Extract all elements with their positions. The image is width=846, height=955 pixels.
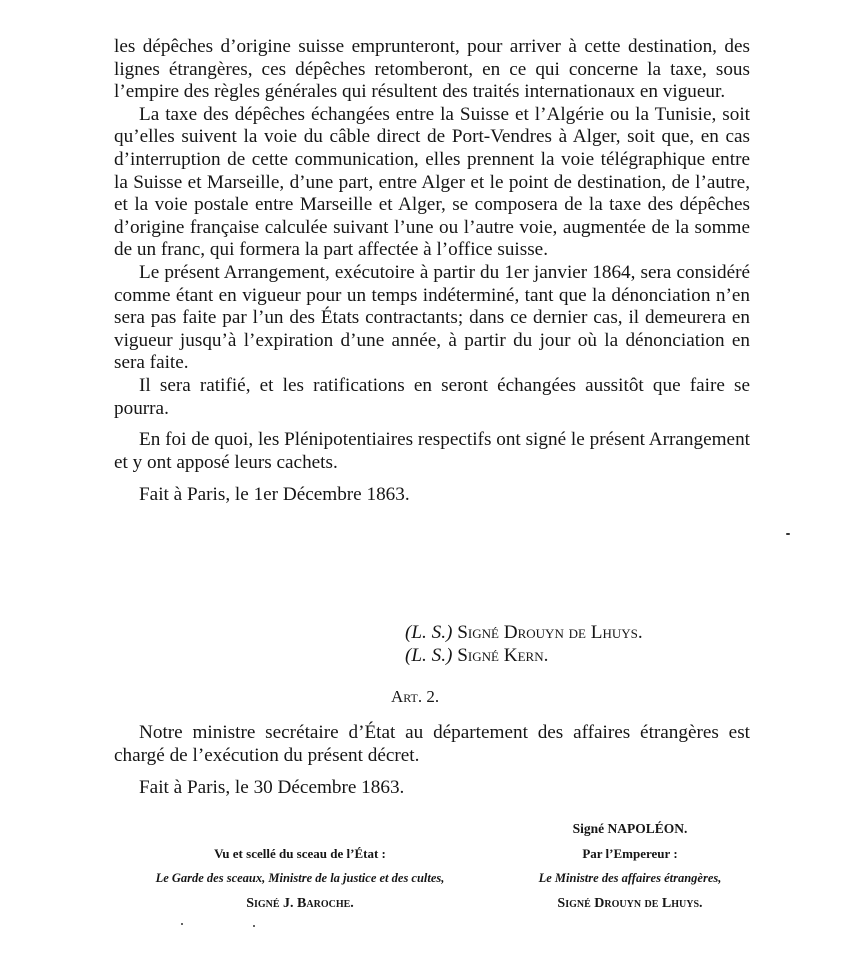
left-line-1: Vu et scellé du sceau de l’État : (214, 846, 386, 861)
right-line-2: Le Ministre des affaires étrangères, (538, 871, 722, 885)
paragraph-ratification: Il sera ratifié, et les ratifications en seront échangées aussitôt que faire se pourra. (114, 374, 750, 419)
countersignature-right (505, 841, 755, 917)
right-line-3: Signé Drouyn de Lhuys. (557, 896, 703, 911)
signature-line-2 (405, 645, 643, 668)
paragraph-continuation: les dépêches d’origine suisse emprunteront, pour arriver à cette destination, des lignes étrangères, ces dépêches retomberont, en ce qui concerne la taxe, sous l’empire des règles générales qui résultent des traités internationaux en vigueur. (114, 36, 750, 103)
article-text: Notre ministre secrétaire d’État au département des affaires étrangères est chargé de l’exécution du présent décret. (114, 722, 750, 766)
signer-name-2: Signé Kern. (457, 644, 549, 666)
article-body (114, 722, 750, 800)
signer-name-1: Signé Drouyn de Lhuys. (457, 622, 643, 643)
countersignature-left (100, 841, 500, 917)
stray-mark-1 (786, 533, 790, 535)
seal-mark-2: (L. S.) (405, 644, 453, 666)
date-place-1: Fait à Paris, le 1er Décembre 1863. (139, 484, 410, 506)
article-heading: Art. 2. (391, 687, 440, 706)
emperor-signature-line: Signé NAPOLÉON. (572, 821, 688, 836)
stray-mark-2 (181, 923, 183, 925)
paragraph-signing: En foi de quoi, les Plénipotentiaires respectifs ont signé le présent Arrangement et y ont apposé leurs cachets. (114, 429, 750, 473)
signature-line-1 (405, 622, 643, 645)
right-line-1: Par l’Empereur : (582, 846, 678, 861)
left-line-2: Le Garde des sceaux, Ministre de la justice et des cultes, (155, 871, 445, 885)
seal-mark-1: (L. S.) (405, 622, 453, 643)
body-text (114, 36, 750, 507)
plenipotentiary-signatures (405, 622, 643, 667)
paragraph-duration: Le présent Arrangement, exécutoire à partir du 1er janvier 1864, sera considéré comme étant en vigueur pour un temps indéterminé, tant que la dénonciation n’en sera pas faite par l’un des États contractants; dans ce dernier cas, il demeurera en vigueur jusqu’à l’expiration d’une année, à partir du jour où la dénonciation en sera faite. (114, 261, 750, 374)
stray-mark-3 (253, 925, 255, 927)
left-line-3: Signé J. Baroche. (246, 896, 354, 911)
paragraph-tax: La taxe des dépêches échangées entre la Suisse et l’Algérie ou la Tunisie, soit qu’elles suivent la voie du câble direct de Port-Vendres à Alger, soit que, en cas d’interruption de cette communication, elles prennent la voie télégraphique entre la Suisse et Marseille, d’une part, entre Alger et le point de destination, de l’autre, et la voie postale entre Marseille et Alger, se composera de la taxe des dépêches d’origine française calculée suivant l’une ou l’autre voie, augmentée de la somme de un franc, qui formera la part affectée à l’office suisse. (114, 103, 750, 261)
date-place-2: Fait à Paris, le 30 Décembre 1863. (139, 777, 405, 799)
emperor-signature (520, 816, 740, 841)
